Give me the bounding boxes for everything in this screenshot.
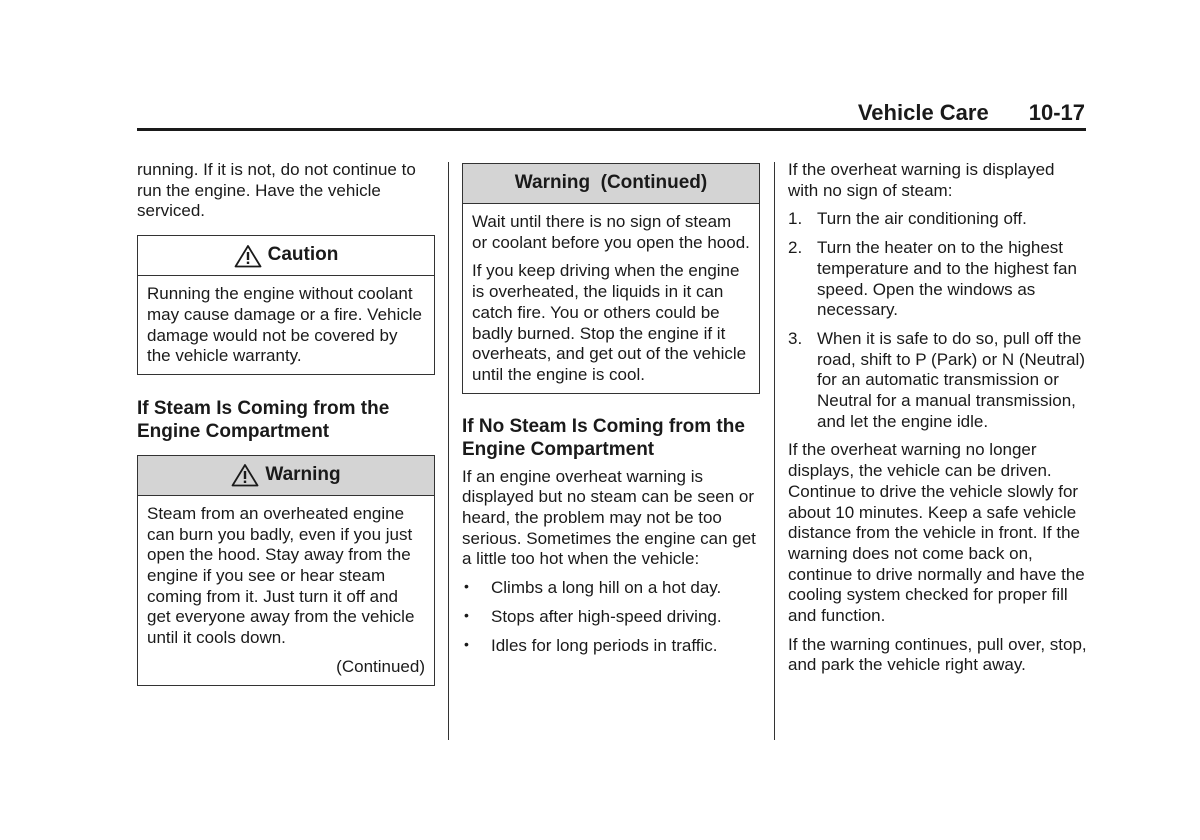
- continued-label: (Continued): [336, 656, 425, 676]
- step-text: When it is safe to do so, pull off the road, shift to P (Park) or N (Neutral) for an automatic transmission or Neutral for a manual transmission, and let the engine idle.: [817, 328, 1085, 431]
- warning-continued-text-2: If you keep driving when the engine is overheated, the liquids in it can catch fire. You or others could be badly burned. Stop the engine if it overheats, and get out of the vehicle until the engine is cool.: [472, 261, 747, 384]
- bullet-icon: •: [464, 578, 469, 595]
- step-number: 1.: [788, 209, 803, 229]
- list-item-text: Stops after high-speed driving.: [491, 606, 722, 626]
- column-1: [137, 160, 435, 686]
- list-item: [462, 607, 760, 628]
- step-item: [788, 329, 1088, 433]
- list-item-text: Climbs a long hill on a hot day.: [491, 578, 722, 598]
- col3-paragraph-3: If the warning continues, pull over, stop, and park the vehicle right away.: [788, 634, 1087, 675]
- column-divider-2: [774, 162, 775, 740]
- column-2: [462, 163, 760, 656]
- step-text: Turn the air conditioning off.: [817, 209, 1027, 229]
- col2-intro-text: If an engine overheat warning is displayed but no steam can be seen or heard, the problem may not be too serious. Sometimes the engine can get a little too hot when the vehicle:: [462, 466, 756, 569]
- col3-intro-text: If the overheat warning is displayed with no sign of steam:: [788, 160, 1055, 200]
- steps-list: [788, 209, 1088, 432]
- page-header: [137, 100, 1085, 130]
- warning-box: [137, 455, 435, 686]
- col3-paragraph-2: If the overheat warning no longer displays, the vehicle can be driven. Continue to drive the vehicle slowly for about 10 minutes. Keep a safe vehicle distance from the vehicle in front. If the warning does not come back on, continue to drive normally and have the cooling system checked for proper fill and function.: [788, 440, 1085, 626]
- column-3: [788, 160, 1088, 676]
- page-number: 10-17: [1028, 100, 1085, 125]
- caution-box: [137, 235, 435, 375]
- warning-header: [138, 456, 434, 496]
- warning-continued-header: [463, 164, 759, 204]
- step-text: Turn the heater on to the highest temperature and to the highest fan speed. Open the windows as necessary.: [817, 238, 1077, 320]
- list-item-text: Idles for long periods in traffic.: [491, 635, 718, 655]
- section-heading-no-steam: If No Steam Is Coming from the Engine Compartment: [462, 415, 745, 460]
- bullet-icon: •: [464, 606, 469, 623]
- warning-body: [138, 496, 434, 685]
- list-item: [462, 578, 760, 599]
- caution-title: Caution: [267, 244, 339, 266]
- section-title: Vehicle Care: [857, 100, 989, 125]
- step-number: 2.: [788, 238, 803, 258]
- caution-header: [138, 236, 434, 276]
- step-number: 3.: [788, 328, 803, 348]
- warning-text: Steam from an overheated engine can burn you badly, even if you just open the hood. Stay away from the engine if you see or hear steam coming from it. Just turn it off and get everyone away from the vehicle until it cools down.: [147, 503, 415, 648]
- column-divider-1: [448, 162, 449, 740]
- warning-title: Warning: [265, 464, 341, 486]
- caution-body: [138, 276, 434, 374]
- warning-continued-box: [462, 163, 760, 394]
- warning-continued-body: [463, 204, 759, 393]
- warning-continued-text-1: Wait until there is no sign of steam or coolant before you open the hood.: [472, 212, 750, 252]
- step-item: [788, 238, 1088, 321]
- list-item: [462, 636, 760, 657]
- warning-continued-title: Warning (Continued): [514, 172, 708, 194]
- header-rule: [137, 128, 1086, 131]
- section-heading-steam: If Steam Is Coming from the Engine Compartment: [137, 397, 390, 442]
- conditions-list: [462, 578, 760, 656]
- warning-triangle-icon: [234, 244, 262, 268]
- caution-text: Running the engine without coolant may cause damage or a fire. Vehicle damage would not be covered by the vehicle warranty.: [147, 284, 422, 366]
- step-item: [788, 209, 1088, 230]
- col1-intro-text: running. If it is not, do not continue to run the engine. Have the vehicle serviced.: [137, 160, 416, 221]
- warning-triangle-icon: [231, 463, 259, 487]
- bullet-icon: •: [464, 635, 469, 652]
